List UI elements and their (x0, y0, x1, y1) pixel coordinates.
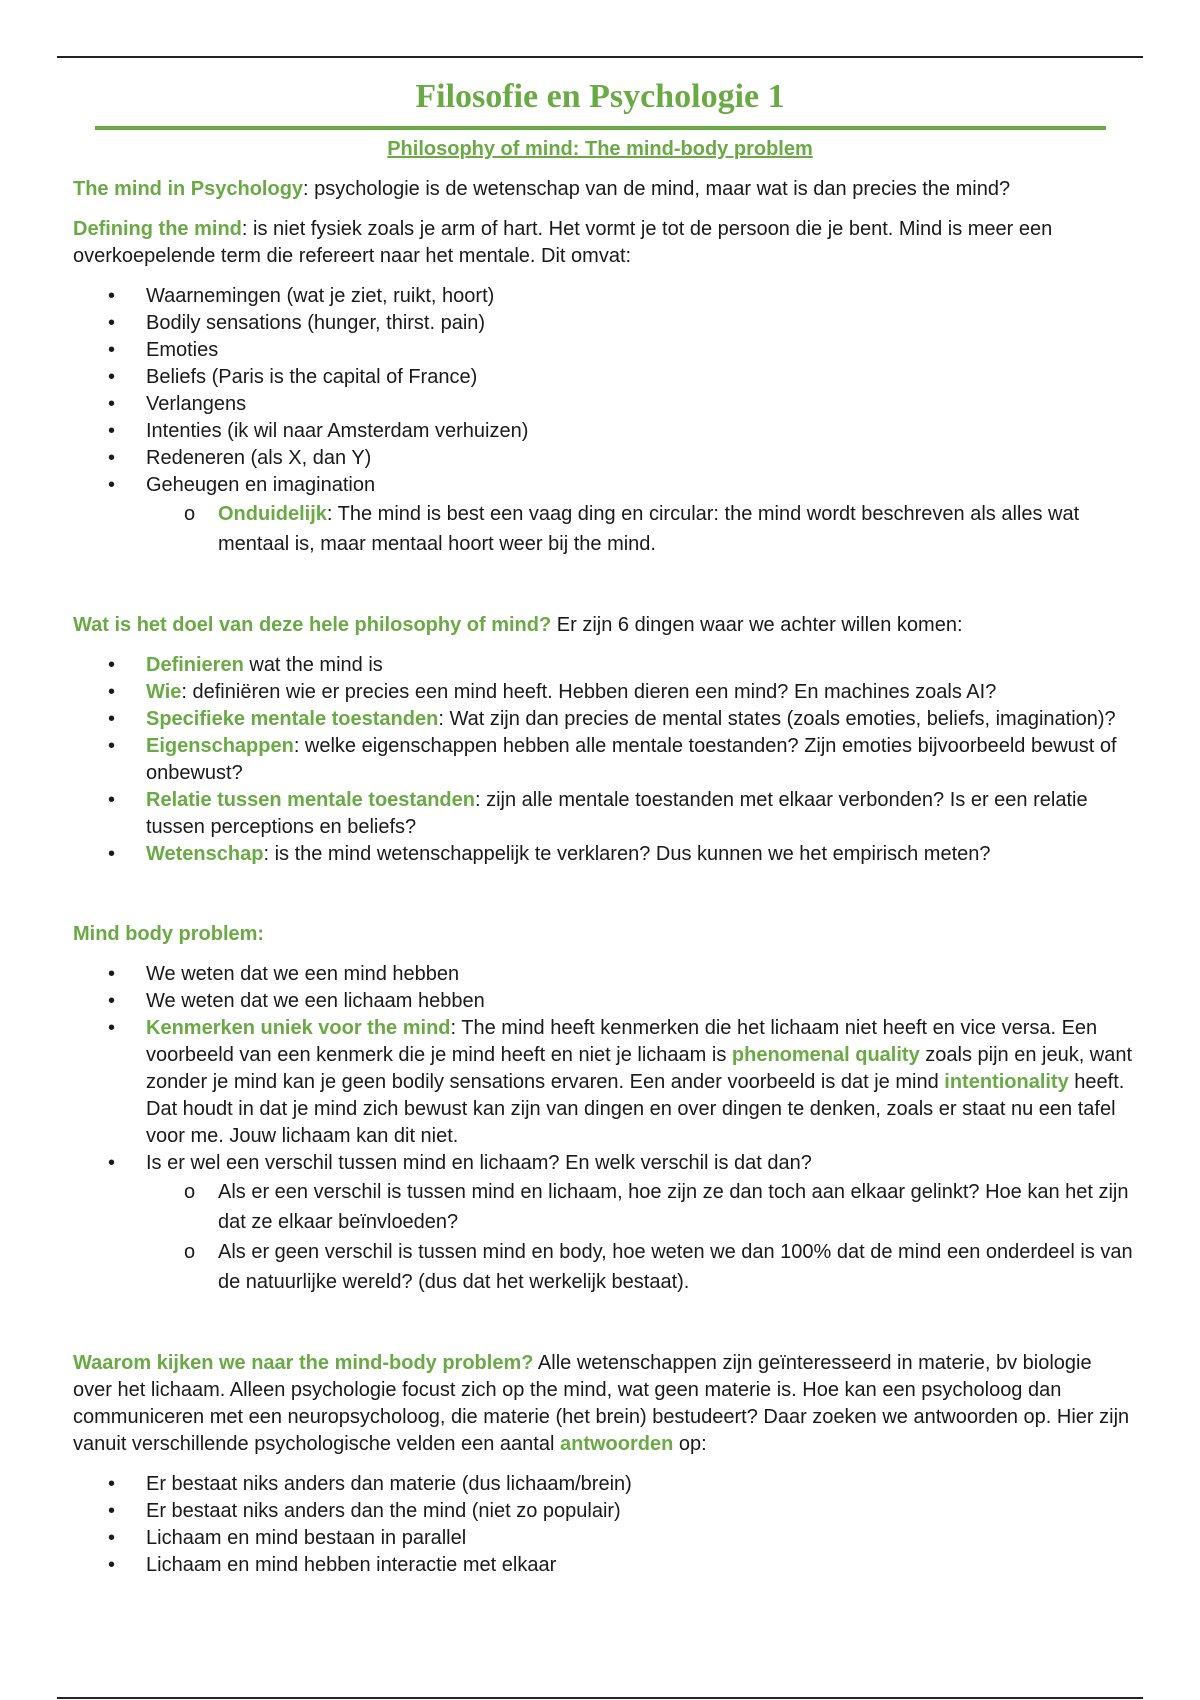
section-gap (73, 572, 1133, 612)
goal-list (73, 652, 1133, 868)
list-item (73, 472, 1133, 559)
sub-list (146, 1177, 1133, 1297)
section-gap (73, 881, 1133, 921)
list-item: • Er bestaat niks anders dan materie (dus lichaam/brein) (73, 1471, 1133, 1498)
list-item (73, 652, 1133, 679)
top-rule (57, 56, 1143, 58)
sub-list-item: o Als er geen verschil is tussen mind en body, hoe weten we dan 100% dat de mind een onderdeel is van de natuurlijke wereld? (dus dat het werkelijk bestaat). (146, 1237, 1133, 1297)
goal-item-text: : welke eigenschappen hebben alle mentale toestanden? Zijn emoties bijvoorbeeld bewust of onbewust? (146, 735, 1117, 784)
goal-term: Wat is het doel van deze hele philosophy of mind? (73, 614, 552, 636)
sub-list-item (146, 499, 1133, 559)
list-item (73, 679, 1133, 706)
goal-item-text: : definiëren wie er precies een mind heeft. Hebben dieren een mind? En machines zoals AI? (181, 681, 997, 703)
list-item-text: Geheugen en imagination (146, 474, 376, 496)
list-item: • Bodily sensations (hunger, thirst. pain) (73, 310, 1133, 337)
section-gap (73, 1310, 1133, 1350)
title-underline (95, 126, 1106, 130)
intentionality-term: intentionality (944, 1071, 1069, 1093)
goal-paragraph (73, 612, 1133, 639)
mind-contents-list (73, 283, 1133, 559)
list-item: • Lichaam en mind hebben interactie met elkaar (73, 1552, 1133, 1579)
goal-text: Er zijn 6 dingen waar we achter willen komen: (551, 614, 963, 636)
list-item (73, 1150, 1133, 1297)
mindbody-heading: Mind body problem: (73, 923, 265, 945)
sub-list-item: o Als er een verschil is tussen mind en lichaam, hoe zijn ze dan toch aan elkaar gelinkt? Hoe kan het zijn dat ze elkaar beïnvloeden? (146, 1177, 1133, 1237)
list-item-text: Is er wel een verschil tussen mind en lichaam? En welk verschil is dat dan? (146, 1152, 812, 1174)
intro-text: : psychologie is de wetenschap van de mind, maar wat is dan precies the mind? (303, 178, 1011, 200)
list-item: • Verlangens (73, 391, 1133, 418)
defining-paragraph (73, 216, 1133, 270)
sub-list (146, 499, 1133, 559)
antwoorden-term: antwoorden (559, 1433, 674, 1455)
list-item (73, 787, 1133, 841)
list-item: • Emoties (73, 337, 1133, 364)
list-item (73, 1015, 1133, 1150)
list-item (73, 706, 1133, 733)
why-paragraph (73, 1350, 1133, 1458)
intro-term: The mind in Psychology (73, 178, 304, 200)
list-item: • Redeneren (als X, dan Y) (73, 445, 1133, 472)
goal-item-text: : Wat zijn dan precies de mental states (zoals emoties, beliefs, imagination)? (438, 708, 1116, 730)
kenmerken-term: Kenmerken uniek voor the mind (146, 1017, 451, 1039)
answers-list (73, 1471, 1133, 1579)
defining-text: : is niet fysiek zoals je arm of hart. Het vormt je tot de persoon die je bent. Mind is meer een overkoepelende term die refereert naar het mentale. Dit omvat: (73, 218, 1053, 267)
goal-item-term: Relatie tussen mentale toestanden (146, 789, 475, 811)
onduidelijk-term: Onduidelijk (218, 503, 327, 525)
list-item: • Waarnemingen (wat je ziet, ruikt, hoort) (73, 283, 1133, 310)
list-item: • We weten dat we een mind hebben (73, 961, 1133, 988)
list-item: • Beliefs (Paris is the capital of France) (73, 364, 1133, 391)
kenmerken-text-c: heeft. Dat houdt in dat je mind zich bewust kan zijn van dingen en over dingen te denken, zoals er staat nu een tafel voor me. Jouw lichaam kan dit niet. (146, 1071, 1125, 1147)
why-term: Waarom kijken we naar the mind-body problem? (73, 1352, 534, 1374)
why-text-b: op: (673, 1433, 707, 1455)
intro-paragraph (73, 176, 1133, 203)
bottom-rule (57, 1697, 1143, 1699)
page-subtitle: Philosophy of mind: The mind-body problem (387, 138, 813, 160)
page-title: Filosofie en Psychologie 1 (415, 78, 785, 115)
goal-item-text: wat the mind is (243, 654, 383, 676)
goal-item-text: : is the mind wetenschappelijk te verklaren? Dus kunnen we het empirisch meten? (263, 843, 991, 865)
goal-item-term: Specifieke mentale toestanden (146, 708, 439, 730)
list-item (73, 841, 1133, 868)
onduidelijk-text: : The mind is best een vaag ding en circular: the mind wordt beschreven als alles wat mentaal is, maar mentaal hoort weer bij the mind. (218, 503, 1080, 555)
list-item (73, 733, 1133, 787)
goal-item-term: Definieren (146, 654, 244, 676)
mindbody-list (73, 961, 1133, 1297)
kenmerken-text-b: zoals pijn en jeuk, want zonder je mind kan je geen bodily sensations ervaren. Een ander voorbeeld is dat je mind (146, 1044, 1133, 1093)
goal-item-text: : zijn alle mentale toestanden met elkaar verbonden? Is er een relatie tussen perceptions en beliefs? (146, 789, 1088, 838)
list-item: • Er bestaat niks anders dan the mind (niet zo populair) (73, 1498, 1133, 1525)
kenmerken-text-a: : The mind heeft kenmerken die het lichaam niet heeft en vice versa. Een voorbeeld van een kenmerk die je mind heeft en niet je lichaam is (146, 1017, 1098, 1066)
phenomenal-quality-term: phenomenal quality (731, 1044, 920, 1066)
list-item: • We weten dat we een lichaam hebben (73, 988, 1133, 1015)
goal-item-term: Eigenschappen (146, 735, 294, 757)
list-item: • Lichaam en mind bestaan in parallel (73, 1525, 1133, 1552)
defining-term: Defining the mind (73, 218, 242, 240)
document-body (73, 176, 1133, 1592)
list-item: • Intenties (ik wil naar Amsterdam verhuizen) (73, 418, 1133, 445)
goal-item-term: Wetenschap (146, 843, 264, 865)
goal-item-term: Wie (146, 681, 182, 703)
why-text-a: Alle wetenschappen zijn geïnteresseerd in materie, bv biologie over het lichaam. Alleen psychologie focust zich op the mind, wat geen materie is. Hoe kan een psycholoog dan communiceren met een neuropsycholoog, die materie (het brein) bestudeert? Daar zoeken we antwoorden op. Hier zijn vanuit verschillende psychologische velden een aantal (73, 1352, 1130, 1455)
